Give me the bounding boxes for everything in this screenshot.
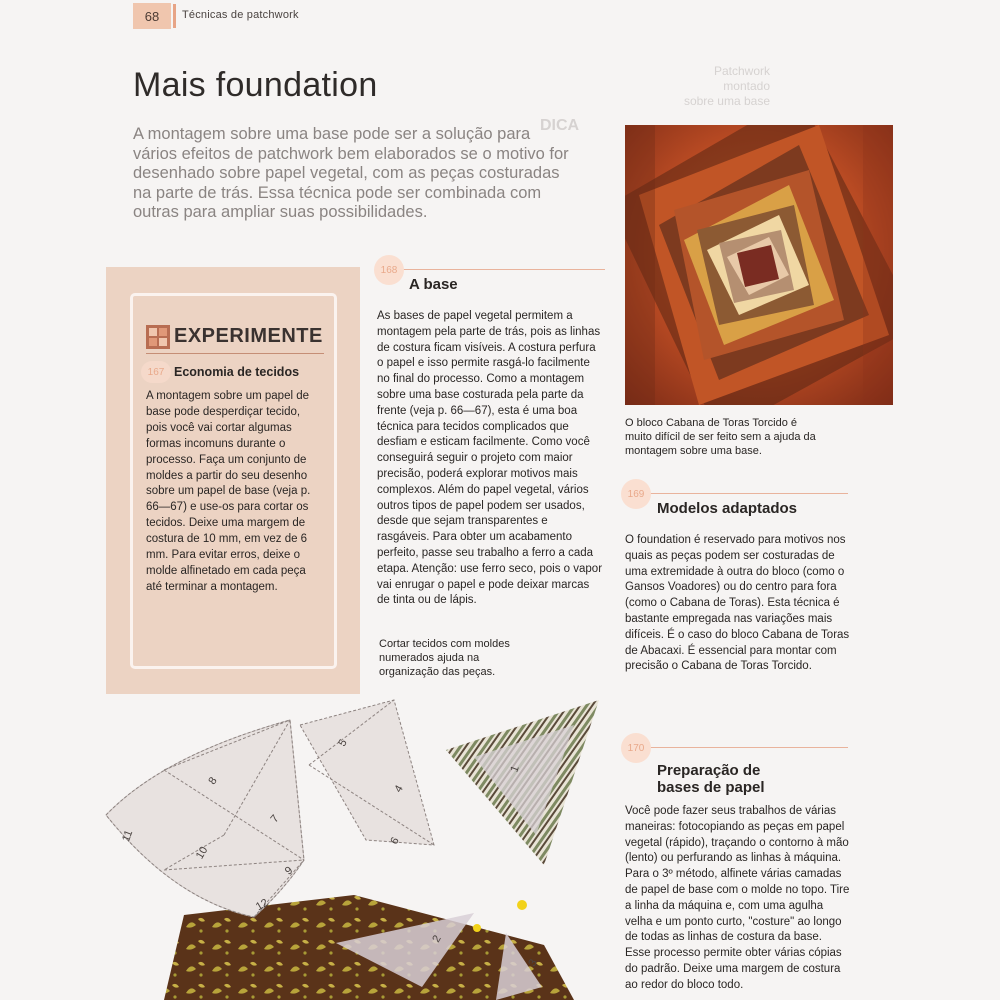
bleed-through-text (680, 64, 770, 109)
section-body: Você pode fazer seus trabalhos de várias maneiras: fotocopiando as peças em papel vegetal (rápido), traçando o contorno à mão (lento) ou perfurando as linhas à máquina. Para o 3º método, alfinete várias camadas de papel de base com o molde no topo. Tire a linha da máquina e, com uma agulha velha e um ponto curto, "costure" ao longo de todas as linhas de costura da base. Esse processo permite obter várias cópias do padrão. Deixe uma margem de costura ao redor do bloco todo. (625, 805, 850, 991)
intro-paragraph: A montagem sobre uma base pode ser a solução para vários efeitos de patchwork bem elaborados se o motivo for desenhado sobre papel vegetal, com as peças costuradas na parte de trás. Essa técnica pode ser combinada com outras para ampliar suas possibilidades. (133, 125, 569, 221)
experimente-rule (146, 353, 324, 354)
template-number: 7 (268, 812, 282, 826)
page-number: 68 (133, 3, 171, 29)
template-number: 4 (392, 783, 406, 795)
section-title: A base (409, 276, 458, 293)
template-numbers (104, 695, 614, 1000)
twisted-log-cabin-photo (625, 125, 893, 405)
template-number: 11 (120, 828, 136, 844)
bleed-through-dica: DICA (540, 117, 580, 134)
template-number: 6 (388, 835, 402, 847)
template-number: 10 (193, 844, 211, 862)
template-number: 9 (282, 864, 296, 878)
patchwork-block-icon (146, 325, 170, 349)
template-number: 2 (430, 933, 444, 945)
experimente-body: A montagem sobre um papel de base pode desperdiçar tecido, pois você vai cortar algumas formas incomuns durante o processo. Faça um conjunto de moldes a partir do seu desenho sobre um papel de base (veja p. 66—67) e use-os para cortar os tecidos. Deixe uma margem de costura de 10 mm, em vez de 6 mm. Para evitar erros, deixe o molde alfinetado em cada peça até terminar a montagem. (146, 390, 311, 593)
template-number: 3 (526, 957, 540, 969)
tip-number-badge: 168 (374, 255, 404, 285)
bleed-line: sobre uma base (683, 94, 770, 108)
bleed-line: Patchwork montado (713, 64, 770, 93)
template-number: 5 (336, 737, 350, 749)
tip-number-badge: 170 (621, 733, 651, 763)
photo-caption: O bloco Cabana de Toras Torcido é muito difícil de ser feito sem a ajuda da montagem sobre uma base. (625, 417, 816, 457)
experimente-subtitle: Economia de tecidos (174, 365, 300, 379)
section-rule (380, 269, 605, 270)
section-rule (625, 747, 848, 748)
template-number: 8 (206, 775, 220, 787)
section-title (657, 762, 765, 796)
section-title-line: Preparação de (657, 762, 761, 779)
header-divider (173, 4, 176, 28)
template-number: 1 (508, 764, 522, 774)
tip-number-badge: 169 (621, 479, 651, 509)
tip-number-badge: 167 (141, 361, 171, 383)
section-rule (625, 493, 848, 494)
section-body: O foundation é reservado para motivos nos quais as peças podem ser costuradas de uma extremidade à outra do bloco (como o Gansos Voadores) ou do centro para fora (como o Cabana de Toras). Esta técnica é bastante empregada nas variações mais difíceis. É o caso do bloco Cabana de Toras de Abacaxi. É essencial para montar com precisão o Cabana de Toras Torcido. (625, 534, 850, 673)
experimente-title: EXPERIMENTE (174, 325, 323, 347)
image-caption: Cortar tecidos com moldes numerados ajuda na organização das peças. (379, 638, 510, 678)
page-title: Mais foundation (133, 66, 378, 104)
section-body: As bases de papel vegetal permitem a montagem pela parte de trás, pois as linhas de costura ficam visíveis. A costura perfura o papel e isso permite rasgá-lo facilmente no final do processo. Como a montagem sobre uma base costurada pela parte da frente (veja p. 66—67), esta é uma boa técnica para tecidos complicados que desfiam e esticam facilmente. Como você conseguirá seguir o projeto com maior precisão, poderá explorar motivos mais complexos. Além do papel vegetal, vários outros tipos de papel podem ser usados, desde que sejam transparentes e rasgáveis. Para obter um acabamento perfeito, passe seu trabalho a ferro a cada etapa. Atenção: use ferro seco, pois o vapor vai enrugar o papel e pode deixar marcas de tinta ou de lápis. (377, 310, 603, 607)
section-header: Técnicas de patchwork (182, 9, 299, 21)
section-title-line: bases de papel (657, 779, 765, 796)
section-title: Modelos adaptados (657, 500, 798, 517)
template-number: 12 (253, 896, 271, 914)
